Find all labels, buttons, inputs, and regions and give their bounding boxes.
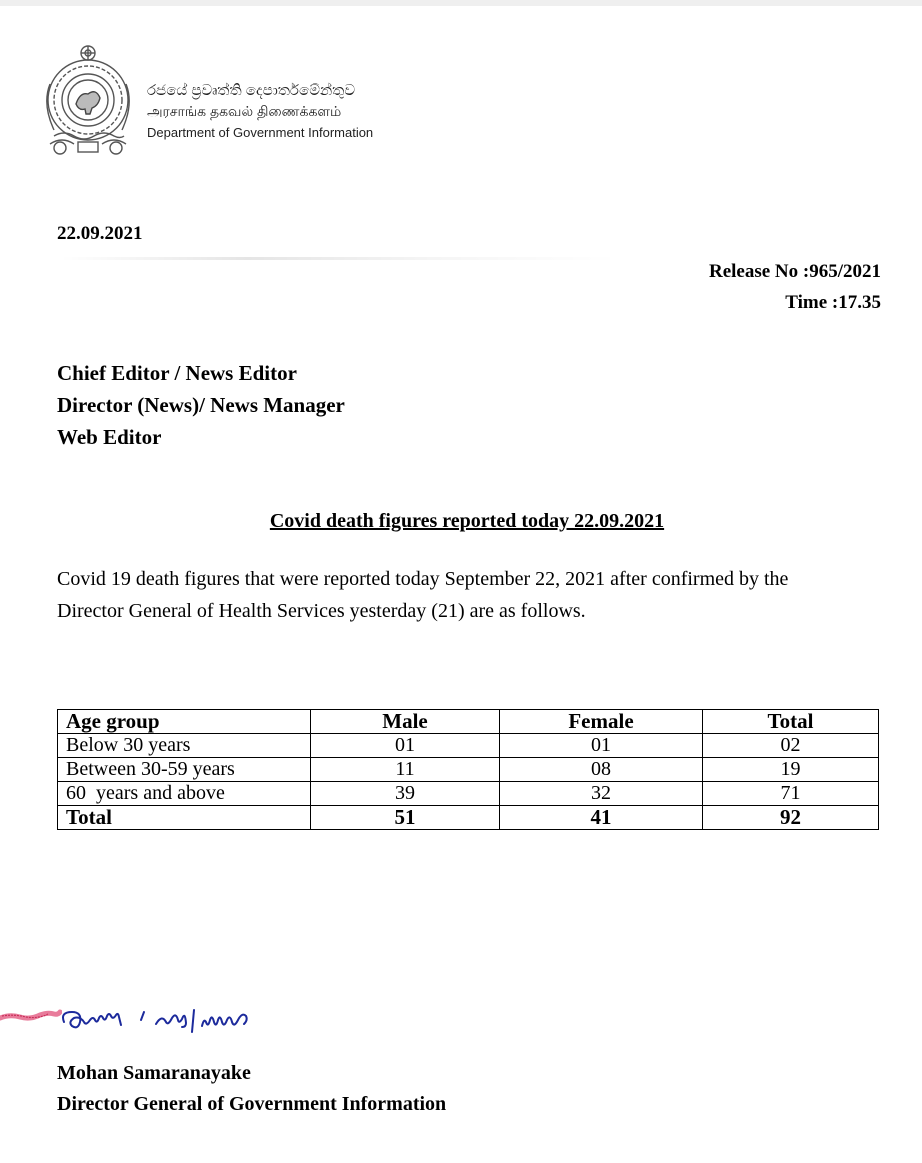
recipient-line: Director (News)/ News Manager (57, 393, 345, 417)
department-name-tamil: அரசாங்க தகவல் திணைக்களம் (147, 103, 342, 119)
cell-total: 19 (703, 758, 879, 782)
cell-total: 71 (703, 782, 879, 806)
table-header-row (58, 710, 879, 734)
release-date: 22.09.2021 (57, 223, 143, 244)
recipients-list (57, 357, 345, 453)
cell-total: 02 (703, 734, 879, 758)
table-row (58, 734, 879, 758)
table-row (58, 782, 879, 806)
signatory-name: Mohan Samaranayake (57, 1062, 251, 1084)
body-paragraph: Covid 19 death figures that were reported today September 22, 2021 after confirmed by the Director General of Health Services yesterday (21) are as follows. (57, 568, 789, 622)
column-header-total: Total (703, 710, 879, 734)
scan-artifact-line (60, 257, 620, 260)
cell-male: 01 (311, 734, 500, 758)
table-row (58, 758, 879, 782)
release-time: Time :17.35 (785, 292, 881, 313)
cell-total-label: Total (58, 806, 311, 830)
cell-female: 01 (500, 734, 703, 758)
signatory-block (57, 1058, 446, 1120)
column-header-age-group: Age group (58, 710, 311, 734)
cell-male: 11 (311, 758, 500, 782)
recipient-line: Web Editor (57, 425, 162, 449)
document-title-text: Covid death figures reported today 22.09.2021 (269, 510, 665, 532)
department-header (147, 80, 373, 143)
cell-total-all: 92 (703, 806, 879, 830)
department-name-english: Department of Government Information (147, 125, 374, 140)
department-name-sinhala: රජයේ ප්‍රවෘත්ති දෙපාර්තමේන්තුව (147, 82, 356, 99)
cell-female: 08 (500, 758, 703, 782)
death-figures-table (57, 709, 879, 830)
release-number: Release No :965/2021 (708, 261, 881, 282)
cell-male: 39 (311, 782, 500, 806)
cell-age-group: Between 30-59 years (58, 758, 311, 782)
sri-lanka-emblem-icon (40, 44, 136, 156)
cell-age-group: 60 years and above (58, 782, 311, 806)
signatory-title: Director General of Government Information (57, 1093, 447, 1115)
column-header-male: Male (311, 710, 500, 734)
release-info (709, 256, 881, 318)
cell-age-group: Below 30 years (58, 734, 311, 758)
document-title (0, 510, 922, 533)
table-total-row (58, 806, 879, 830)
column-header-female: Female (500, 710, 703, 734)
handwritten-signature (56, 996, 316, 1046)
scan-top-border (0, 0, 922, 6)
cell-total-female: 41 (500, 806, 703, 830)
cell-female: 32 (500, 782, 703, 806)
cell-total-male: 51 (311, 806, 500, 830)
stamp-mark (0, 1006, 62, 1024)
recipient-line: Chief Editor / News Editor (57, 361, 297, 385)
